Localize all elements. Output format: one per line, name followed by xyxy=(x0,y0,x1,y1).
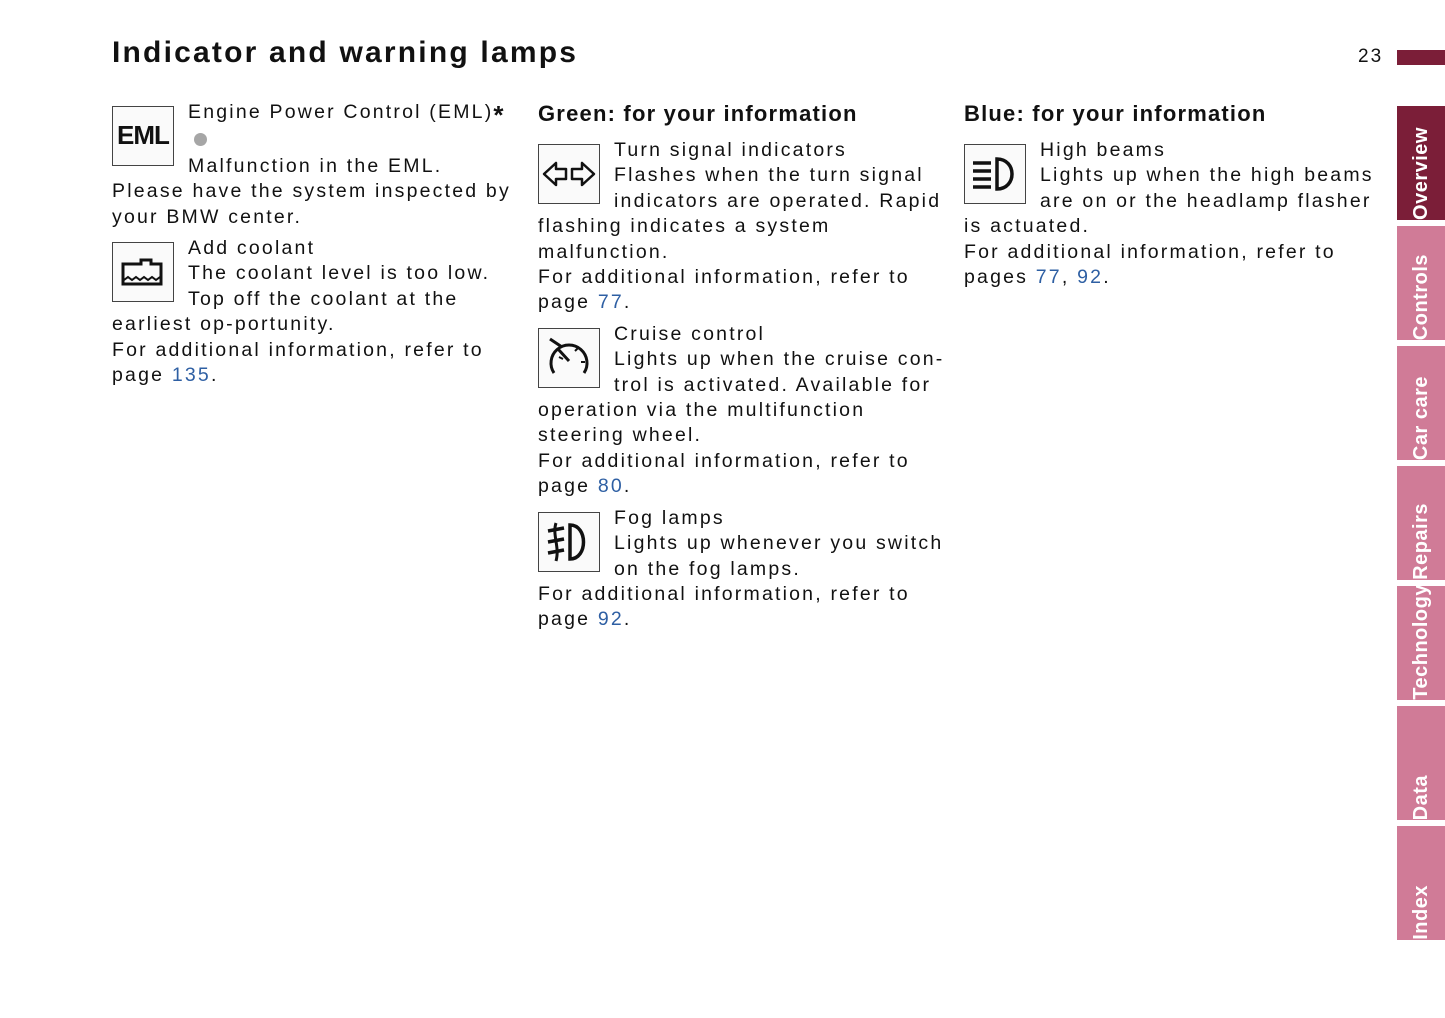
page-link-80[interactable]: 80 xyxy=(597,475,624,498)
entry-turn-signal xyxy=(538,138,948,316)
grey-dot-icon xyxy=(194,133,207,146)
reference-text: For additional information, refer to pages xyxy=(964,240,1336,289)
page-marker-bar xyxy=(1397,50,1445,65)
reference-suffix: . xyxy=(623,608,632,631)
page-link-92[interactable]: 92 xyxy=(597,608,624,631)
column-2 xyxy=(538,100,948,639)
entry-title: Engine Power Control (EML) xyxy=(188,101,494,123)
side-tab-technology[interactable]: Technology xyxy=(1397,586,1445,700)
reference-text: For additional information, refer to page xyxy=(538,582,910,631)
page-number: 23 xyxy=(1358,46,1384,67)
entry-body: Flashes when the turn signal indicators are operated. Rapid flashing indicates a system malfunction. xyxy=(538,164,942,263)
reference-suffix: . xyxy=(1103,266,1111,289)
page-link-77[interactable]: 77 xyxy=(1035,266,1062,289)
side-tab-index[interactable]: Index xyxy=(1397,826,1445,940)
reference-text: For additional information, refer to page xyxy=(538,449,910,498)
eml-indicator-icon: EML xyxy=(112,106,174,166)
coolant-icon xyxy=(112,242,174,302)
side-tab-data[interactable]: Data xyxy=(1397,706,1445,820)
reference-separator: , xyxy=(1061,266,1078,289)
entry-body: Lights up whenever you switch on the fog lamps. xyxy=(614,532,944,580)
entry-high-beams xyxy=(964,138,1374,290)
reference-text: For additional information, refer to page xyxy=(112,338,484,387)
entry-title: Cruise control xyxy=(614,322,766,345)
reference-text: For additional information, refer to page xyxy=(538,266,910,314)
entry-cruise-control xyxy=(538,322,948,500)
reference-suffix: . xyxy=(210,364,219,387)
entry-fog-lamps xyxy=(538,506,948,633)
page-link-77[interactable]: 77 xyxy=(597,291,624,314)
side-tab-overview[interactable]: Overview xyxy=(1397,106,1445,220)
side-tab-car-care[interactable]: Car care xyxy=(1397,346,1445,460)
reference-suffix: . xyxy=(623,475,632,498)
entry-coolant xyxy=(112,236,522,388)
section-heading-blue: Blue: for your information xyxy=(964,101,1267,126)
entry-body: Lights up when the cruise con-trol is activated. Available for operation via the multifunction steering wheel. xyxy=(538,348,945,447)
optional-equipment-asterisk: * xyxy=(493,100,504,130)
entry-body: Malfunction in the EML. Please have the system inspected by your BMW center. xyxy=(112,154,511,228)
entry-title: Add coolant xyxy=(188,237,316,260)
entry-eml xyxy=(112,100,522,230)
side-tab-repairs[interactable]: Repairs xyxy=(1397,466,1445,580)
turn-signal-arrows-icon xyxy=(538,144,600,204)
page-link-135[interactable]: 135 xyxy=(171,364,211,387)
entry-title: Turn signal indicators xyxy=(614,139,848,161)
entry-title: High beams xyxy=(1040,139,1167,161)
fog-lamp-icon xyxy=(538,512,600,572)
reference-suffix: . xyxy=(623,291,632,314)
entry-body: Lights up when the high beams are on or the headlamp flasher is actuated. xyxy=(964,164,1374,238)
high-beam-icon xyxy=(964,144,1026,204)
section-heading-green: Green: for your information xyxy=(538,101,858,126)
page-link-92[interactable]: 92 xyxy=(1077,266,1104,289)
cruise-control-speedometer-icon xyxy=(538,328,600,388)
side-tab-controls[interactable]: Controls xyxy=(1397,226,1445,340)
page-title: Indicator and warning lamps xyxy=(112,36,579,69)
column-1 xyxy=(112,100,522,394)
entry-body: The coolant level is too low. Top off the coolant at the earliest op-portunity. xyxy=(112,262,491,336)
column-3 xyxy=(964,100,1374,296)
entry-title: Fog lamps xyxy=(614,506,725,529)
